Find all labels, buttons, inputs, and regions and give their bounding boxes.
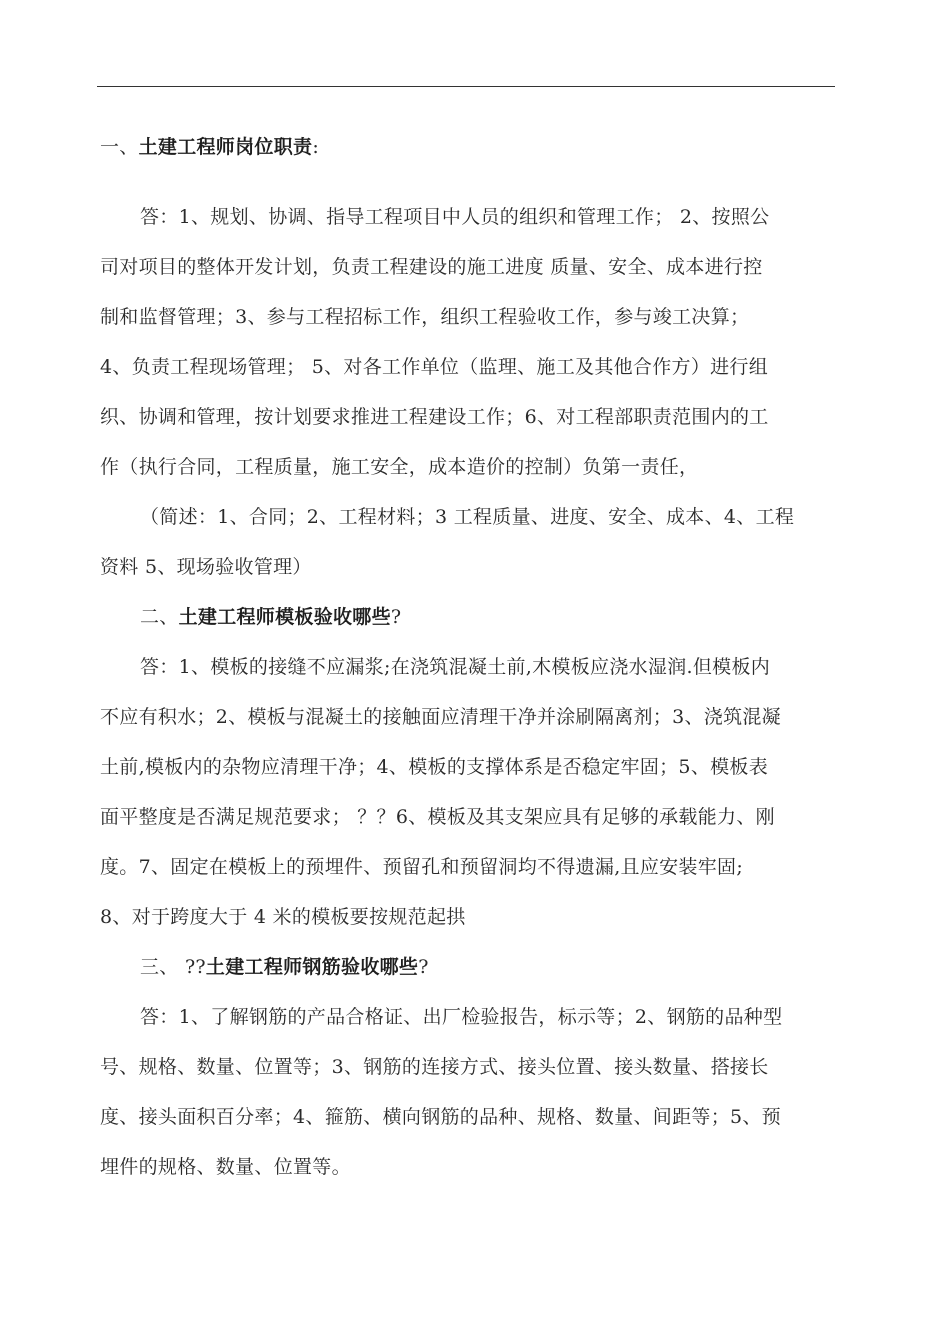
section-3-heading-prefix: 三、 ?? — [140, 956, 206, 978]
section-1-heading-title: 土建工程师岗位职责 — [138, 136, 313, 158]
section-1-summary-line: （简述：1、合同；2、工程材料；3 工程质量、进度、安全、成本、4、工程 — [140, 506, 795, 528]
section-2-line: 度。7、固定在模板上的预埋件、预留孔和预留洞均不得遗漏,且应安装牢固; — [100, 856, 744, 878]
section-1-line: 织、协调和管理，按计划要求推进工程建设工作；6、对工程部职责范围内的工 — [100, 406, 769, 428]
section-3-heading — [140, 955, 832, 979]
section-3-line: 埋件的规格、数量、位置等。 — [100, 1156, 351, 1178]
section-2-line: 答：1、模板的接缝不应漏浆;在浇筑混凝土前,木模板应浇水湿润.但模板内 — [140, 656, 771, 678]
section-2-heading-title: 土建工程师模板验收哪些 — [178, 606, 391, 628]
section-1-heading-suffix: : — [312, 136, 320, 158]
section-3-line: 度、接头面积百分率；4、箍筋、横向钢筋的品种、规格、数量、间距等；5、预 — [100, 1106, 781, 1128]
header-rule — [97, 86, 835, 87]
section-1-summary-line: 资料 5、现场验收管理） — [100, 556, 312, 578]
section-3-heading-title: 土建工程师钢筋验收哪些 — [205, 956, 419, 978]
section-3-line: 答：1、了解钢筋的产品合格证、出厂检验报告，标示等；2、钢筋的品种型 — [140, 1006, 783, 1028]
section-2-line: 8、对于跨度大于 4 米的模板要按规范起拱 — [100, 906, 466, 928]
section-2-heading-suffix: ? — [390, 606, 402, 628]
section-1-line: 作（执行合同，工程质量，施工安全，成本造价的控制）负第一责任， — [100, 456, 699, 478]
section-3-line: 号、规格、数量、位置等；3、钢筋的连接方式、接头位置、接头数量、搭接长 — [100, 1056, 769, 1078]
section-2-line: 不应有积水；2、模板与混凝土的接触面应清理干净并涂刷隔离剂；3、浇筑混凝 — [100, 706, 781, 728]
section-1-heading — [100, 135, 832, 159]
section-3-heading-suffix: ? — [418, 956, 429, 978]
section-1-line: 司对项目的整体开发计划，负责工程建设的施工进度 质量、安全、成本进行控 — [100, 256, 763, 278]
section-1-heading-prefix: 一、 — [100, 136, 139, 158]
section-2-heading — [140, 605, 832, 629]
section-2-line: 面平整度是否满足规范要求； ？？6、模板及其支架应具有足够的承载能力、刚 — [100, 806, 775, 828]
section-2-line: 土前,模板内的杂物应清理干净；4、模板的支撑体系是否稳定牢固；5、模板表 — [100, 756, 769, 778]
section-2-heading-prefix: 二、 — [140, 606, 179, 628]
section-1-line: 制和监督管理；3、参与工程招标工作，组织工程验收工作，参与竣工决算； — [100, 306, 750, 328]
section-1-line: 答：1、规划、协调、指导工程项目中人员的组织和管理工作； 2、按照公 — [140, 206, 770, 228]
section-1-line: 4、负责工程现场管理； 5、对各工作单位（监理、施工及其他合作方）进行组 — [100, 356, 769, 378]
